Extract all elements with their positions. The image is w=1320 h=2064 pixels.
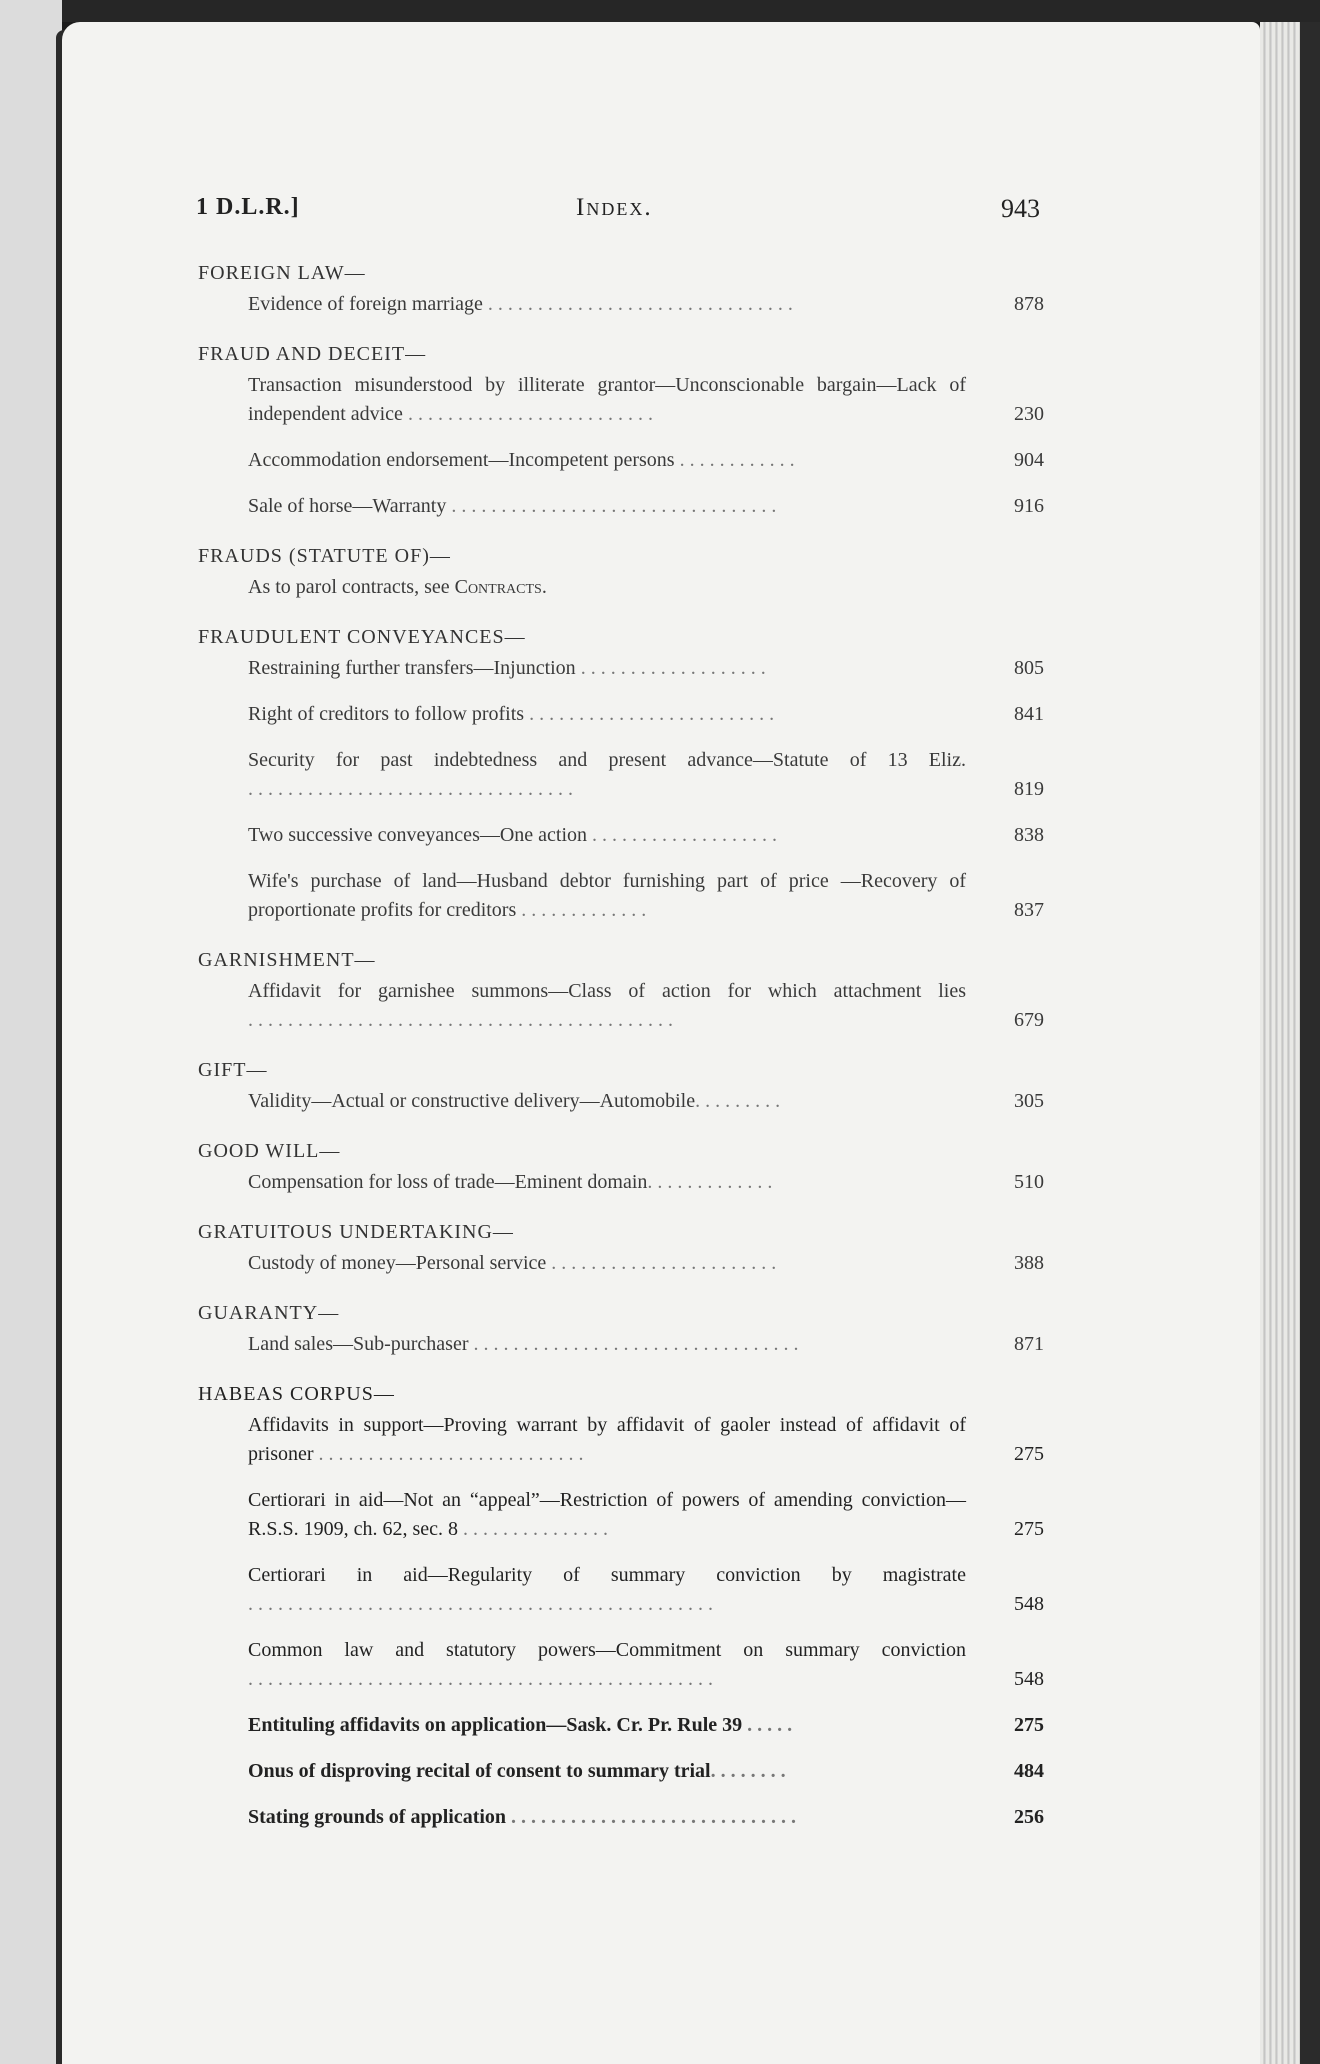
- page-stack-shadow: [1300, 22, 1320, 2064]
- page-ref: 548: [1014, 1668, 1044, 1690]
- scan-background: [0, 0, 1320, 22]
- index-entry: Certiorari in aid—Regularity of summary conviction by magistrate ............................................... 548: [198, 1561, 1044, 1619]
- index-entry: Accommodation endorsement—Incompetent persons ............ 904: [198, 446, 1044, 475]
- index-heading: GARNISHMENT—: [198, 949, 376, 971]
- index-entry: Custody of money—Personal service ....................... 388: [198, 1249, 1044, 1278]
- index-entry: Entituling affidavits on application—Sask. Cr. Pr. Rule 39 ..... 275: [198, 1711, 1044, 1740]
- page-title: Index.: [576, 194, 653, 221]
- page-ref: 679: [1014, 1009, 1044, 1031]
- index-entry: Stating grounds of application ............................. 256: [198, 1803, 1044, 1832]
- index-heading: FRAUDULENT CONVEYANCES—: [198, 626, 526, 648]
- page-ref: 837: [1014, 899, 1044, 921]
- page-ref: 916: [1014, 495, 1044, 517]
- index-body: [198, 258, 1044, 1832]
- page-ref: 275: [1014, 1714, 1044, 1736]
- scan-margin: [0, 0, 62, 2064]
- index-entry: Right of creditors to follow profits ......................... 841: [198, 700, 1044, 729]
- index-heading: HABEAS CORPUS—: [198, 1383, 395, 1405]
- page-ref: 819: [1014, 778, 1044, 800]
- running-header: [196, 194, 1044, 234]
- index-entry: Validity—Actual or constructive delivery—Automobile......... 305: [198, 1087, 1044, 1116]
- cross-reference: Contracts.: [454, 576, 547, 598]
- volume-label: 1 D.L.R.]: [196, 194, 300, 220]
- index-entry: Affidavits in support—Proving warrant by affidavit of gaoler instead of affidavit of prisoner ........................... 275: [198, 1411, 1044, 1469]
- index-entry: Common law and statutory powers—Commitment on summary conviction ............................................... 548: [198, 1636, 1044, 1694]
- page-ref: 230: [1014, 403, 1044, 425]
- index-entry: Compensation for loss of trade—Eminent domain............. 510: [198, 1168, 1044, 1197]
- index-entry: As to parol contracts, see Contracts.: [248, 576, 547, 598]
- index-entry: Restraining further transfers—Injunction ................... 805: [198, 654, 1044, 683]
- index-entry: Transaction misunderstood by illiterate grantor—Unconscionable bargain—Lack of independent advice ......................... 230: [198, 371, 1044, 429]
- index-entry: Affidavit for garnishee summons—Class of action for which attachment lies ........................................... 679: [198, 977, 1044, 1035]
- page-number: 943: [1001, 194, 1040, 223]
- page-ref: 388: [1014, 1252, 1044, 1274]
- page-ref: 484: [1014, 1760, 1044, 1782]
- index-heading: GRATUITOUS UNDERTAKING—: [198, 1221, 514, 1243]
- page-ref: 305: [1014, 1090, 1044, 1112]
- page-ref: 871: [1014, 1333, 1044, 1355]
- index-entry: Security for past indebtedness and present advance—Statute of 13 Eliz. ................................. 819: [198, 746, 1044, 804]
- index-heading: GUARANTY—: [198, 1302, 340, 1324]
- index-entry: Wife's purchase of land—Husband debtor furnishing part of price —Recovery of proportionate profits for creditors ............. 837: [198, 867, 1044, 925]
- index-entry: Onus of disproving recital of consent to summary trial........ 484: [198, 1757, 1044, 1786]
- index-heading: FRAUD AND DECEIT—: [198, 343, 427, 365]
- index-entry: Certiorari in aid—Not an “appeal”—Restriction of powers of amending conviction—R.S.S. 1909, ch. 62, sec. 8 ............... 275: [198, 1486, 1044, 1544]
- page-ref: 904: [1014, 449, 1044, 471]
- index-entry: Evidence of foreign marriage ............................... 878: [198, 290, 1044, 319]
- index-entry: Land sales—Sub-purchaser ................................. 871: [198, 1330, 1044, 1359]
- index-heading: GIFT—: [198, 1059, 268, 1081]
- index-heading: FRAUDS (STATUTE OF)—: [198, 545, 451, 567]
- index-heading: FOREIGN LAW—: [198, 262, 366, 284]
- page-ref: 878: [1014, 293, 1044, 315]
- page-ref: 838: [1014, 824, 1044, 846]
- page-ref: 548: [1014, 1593, 1044, 1615]
- page-ref: 256: [1014, 1806, 1044, 1828]
- page-ref: 275: [1014, 1443, 1044, 1465]
- index-entry: Sale of horse—Warranty ................................. 916: [198, 492, 1044, 521]
- page-ref: 841: [1014, 703, 1044, 725]
- page-ref: 510: [1014, 1171, 1044, 1193]
- page-ref: 805: [1014, 657, 1044, 679]
- index-heading: GOOD WILL—: [198, 1140, 341, 1162]
- index-entry: Two successive conveyances—One action ................... 838: [198, 821, 1044, 850]
- page-ref: 275: [1014, 1518, 1044, 1540]
